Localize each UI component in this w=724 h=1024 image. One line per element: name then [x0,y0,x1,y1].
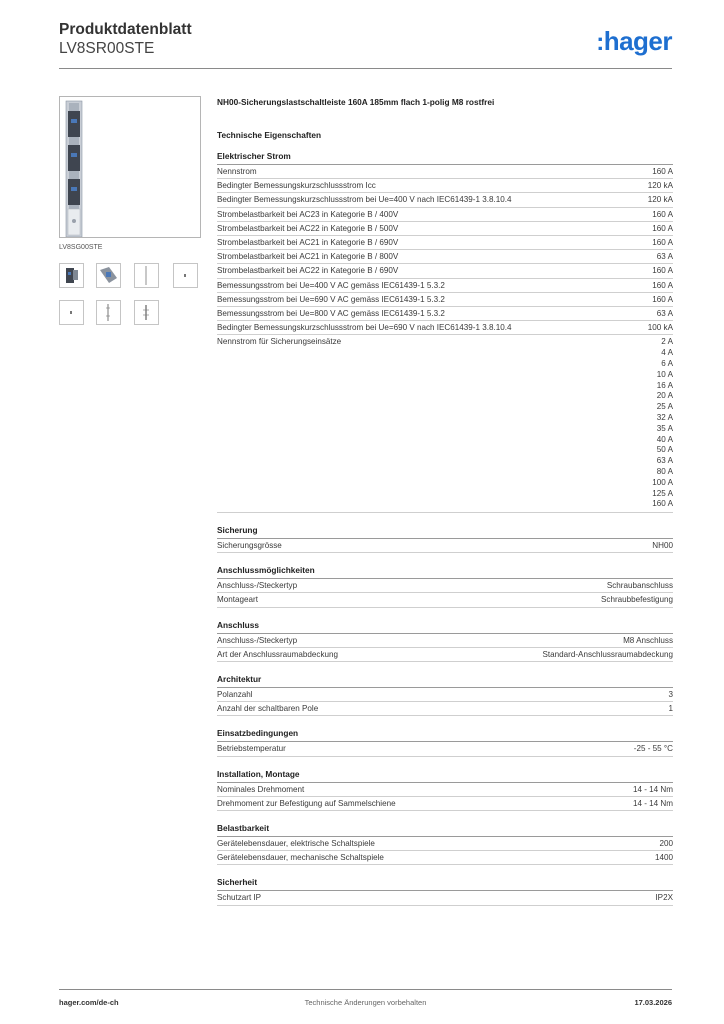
product-image [59,96,201,238]
property-row [217,783,673,797]
property-row [217,279,673,293]
property-label: Drehmoment zur Befestigung auf Sammelschiene [217,798,396,808]
property-value: Schraubbefestigung [601,595,673,605]
property-group [217,769,673,811]
drawing-thumbnail-icon [97,301,120,324]
section-heading: Technische Eigenschaften [217,130,322,140]
document-title: Produktdatenblatt [59,21,192,38]
property-value-item: 25 A [656,402,673,412]
property-value-item: 50 A [656,445,673,455]
group-title: Elektrischer Strom [217,151,673,165]
property-value-item: 160 A [652,499,673,509]
fuse-switch-strip-icon [60,97,200,237]
property-label: Anzahl der schaltbaren Pole [217,704,319,714]
hager-logo: :hager [596,26,672,56]
property-value: IP2X [655,893,673,903]
property-value: 3 [668,690,673,699]
property-label: Betriebstemperatur [217,744,286,754]
property-value: 1400 [654,853,673,863]
property-value: 160 A [652,266,673,276]
property-value-item: 16 A [656,380,673,390]
property-value: 14 - 14 Nm [632,798,673,808]
property-row [217,193,673,207]
group-title: Einsatzbedingungen [217,728,673,742]
property-group [217,823,673,865]
property-value: 120 kA [647,181,673,191]
property-value: M8 Anschluss [623,635,673,645]
property-label: Bedingter Bemessungskurzschlussstrom Icc [217,181,376,191]
drawing-thumbnail-icon [174,264,197,287]
property-label: Strombelastbarkeit bei AC22 in Kategorie B / 500V [217,223,399,233]
property-group [217,151,673,513]
property-row [217,634,673,648]
property-label: Polanzahl [217,690,253,699]
property-row [217,648,673,662]
property-value-item: 100 A [652,477,673,487]
property-value: 63 A [656,252,673,262]
property-row [217,702,673,716]
property-value: 63 A [656,309,673,319]
group-title: Belastbarkeit [217,823,673,837]
group-title: Installation, Montage [217,769,673,783]
drawing-thumbnail-icon [135,301,158,324]
property-label: Schutzart IP [217,893,262,903]
property-value: 1 [668,704,673,714]
footer-website[interactable]: hager.com/de-ch [59,998,119,1007]
property-row [217,742,673,756]
property-value: NH00 [652,540,673,550]
property-group [217,620,673,662]
property-row [217,222,673,236]
footer-note: Technische Änderungen vorbehalten [304,998,427,1007]
property-row [217,891,673,905]
property-value: -25 - 55 °C [633,744,673,754]
property-label: Anschluss-/Steckertyp [217,635,298,645]
thumbnail-3[interactable] [134,263,159,288]
property-row [217,321,673,335]
property-row [217,851,673,865]
drawing-thumbnail-icon [135,264,158,287]
property-label: Bemessungsstrom bei Ue=690 V AC gemäss IEC61439-1 5.3.2 [217,294,445,304]
property-group [217,674,673,716]
property-value: 100 kA [647,323,673,333]
property-label: Gerätelebensdauer, elektrische Schaltspiele [217,839,375,849]
property-group [217,877,673,905]
property-row [217,593,673,607]
property-row [217,165,673,179]
thumbnail-7[interactable] [134,300,159,325]
property-row [217,208,673,222]
property-label: Bemessungsstrom bei Ue=400 V AC gemäss IEC61439-1 5.3.2 [217,280,445,290]
property-label: Gerätelebensdauer, mechanische Schaltspiele [217,853,384,863]
property-label: Strombelastbarkeit bei AC22 in Kategorie B / 690V [217,266,399,276]
drawing-thumbnail-icon [60,301,83,324]
property-label: Strombelastbarkeit bei AC23 in Kategorie B / 400V [217,209,399,219]
property-label: Montageart [217,595,258,605]
property-row [217,837,673,851]
property-value [652,337,673,510]
property-value: Standard-Anschlussraumabdeckung [542,649,673,659]
property-label: Nennstrom für Sicherungseinsätze [217,337,342,347]
footer-date: 17.03.2026 [634,998,672,1007]
property-groups [217,151,673,906]
property-group [217,565,673,607]
technical-data [217,96,673,906]
product-thumbnail-icon [97,264,120,287]
property-row [217,179,673,193]
group-title: Sicherung [217,525,673,539]
property-label: Art der Anschlussraumabdeckung [217,649,339,659]
property-row [217,335,673,513]
property-value-item: 125 A [652,488,673,498]
property-value: 160 A [652,167,673,176]
property-row [217,688,673,702]
property-value-item: 32 A [656,413,673,423]
property-value: 160 A [652,280,673,290]
thumbnail-4[interactable] [173,263,198,288]
property-row [217,236,673,250]
thumbnail-6[interactable] [96,300,121,325]
property-row [217,579,673,593]
property-value: 160 A [652,223,673,233]
property-label: Bedingter Bemessungskurzschlussstrom bei Ue=690 V nach IEC61439-1 3.8.10.4 [217,323,512,333]
property-row [217,264,673,278]
property-value-item: 20 A [656,391,673,401]
property-value: 160 A [652,238,673,248]
property-row [217,539,673,553]
header-divider [59,68,672,69]
page-header [59,20,192,58]
property-label: Bedingter Bemessungskurzschlussstrom bei Ue=400 V nach IEC61439-1 3.8.10.4 [217,195,512,205]
article-number: LV8SR00STE [59,40,155,57]
property-value-item: 10 A [656,369,673,379]
image-caption: LV8SG00STE [59,244,103,251]
thumbnail-1[interactable] [59,263,84,288]
group-title: Anschluss [217,620,673,634]
property-value-item: 4 A [661,348,673,358]
property-label: Anschluss-/Steckertyp [217,581,298,591]
property-value: 14 - 14 Nm [632,784,673,794]
property-value: Schraubanschluss [606,581,673,591]
product-thumbnail-icon [60,264,83,287]
property-row [217,293,673,307]
property-value: 160 A [652,294,673,304]
property-row [217,250,673,264]
property-value-item: 35 A [656,423,673,433]
page-footer [59,989,672,1007]
property-label: Sicherungsgrösse [217,540,282,550]
property-row [217,797,673,811]
property-group [217,728,673,756]
group-title: Anschlussmöglichkeiten [217,565,673,579]
property-label: Nennstrom [217,167,257,176]
footer-divider [59,989,672,990]
property-label: Strombelastbarkeit bei AC21 in Kategorie B / 800V [217,252,399,262]
property-value: 200 [659,839,673,849]
property-label: Bemessungsstrom bei Ue=800 V AC gemäss IEC61439-1 5.3.2 [217,309,445,319]
property-value-item: 80 A [656,467,673,476]
group-title: Sicherheit [217,877,673,891]
property-row [217,307,673,321]
property-label: Strombelastbarkeit bei AC21 in Kategorie B / 690V [217,238,399,248]
thumbnail-5[interactable] [59,300,84,325]
property-value-item: 40 A [656,434,673,444]
thumbnail-2[interactable] [96,263,121,288]
property-value-item: 2 A [661,337,673,347]
property-value-item: 6 A [661,359,673,369]
group-title: Architektur [217,674,673,688]
product-title: NH00-Sicherungslastschaltleiste 160A 185mm flach 1-polig M8 rostfrei [217,97,495,107]
property-group [217,525,673,553]
property-value: 120 kA [647,195,673,205]
property-label: Nominales Drehmoment [217,784,305,794]
property-value: 160 A [652,209,673,219]
property-value-item: 63 A [656,456,673,466]
